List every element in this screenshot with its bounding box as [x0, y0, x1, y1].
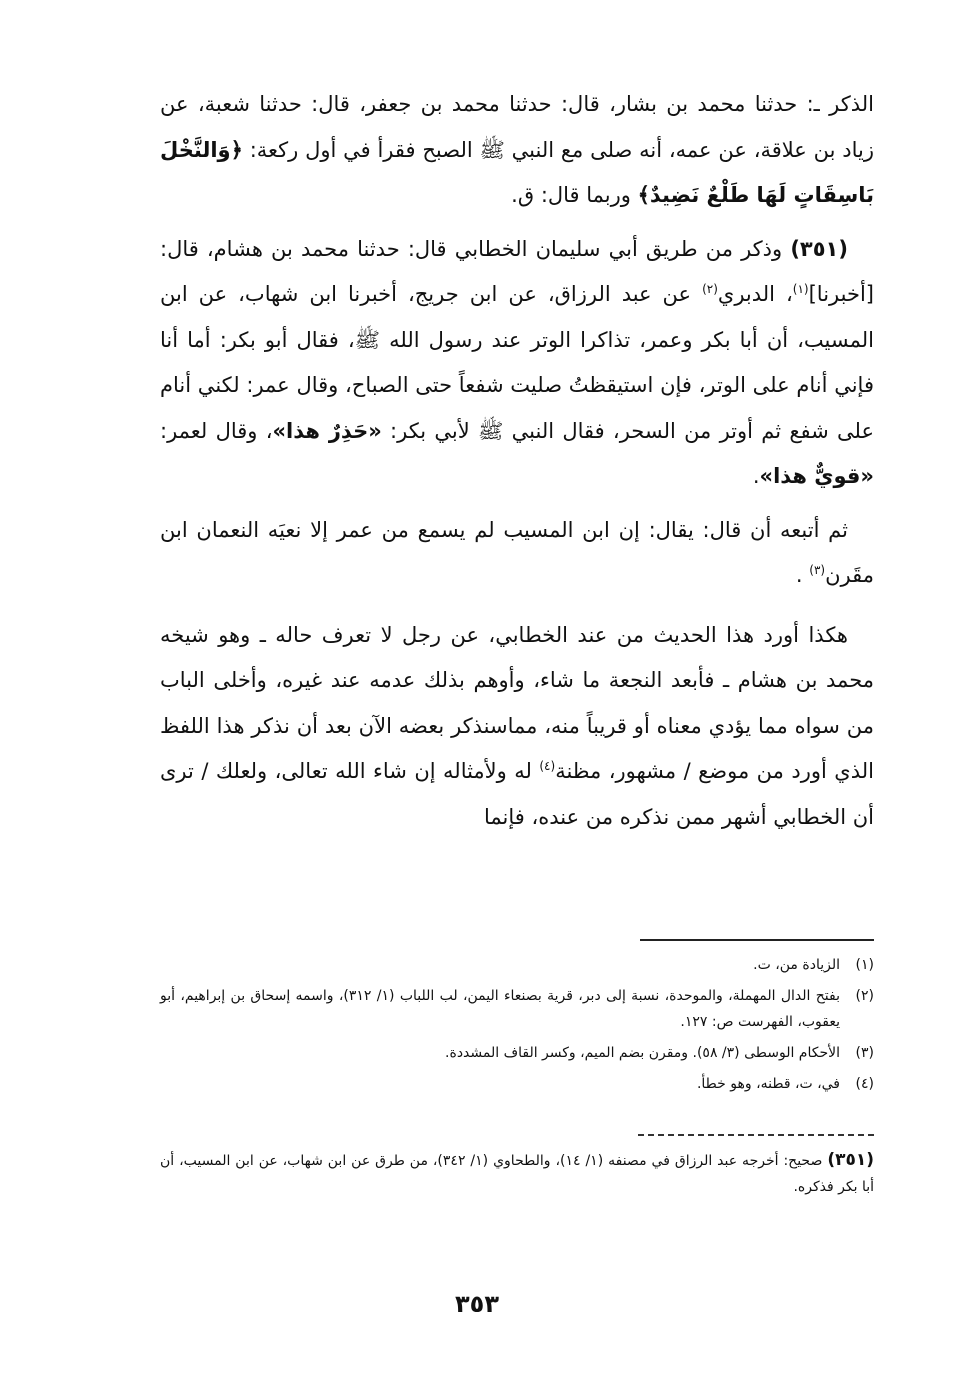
page-number: ٣٥٣ [455, 1290, 499, 1318]
quran-verse: ﴿وَالنَّخْلَ بَاسِقَاتٍ لَهَا طَلْعٌ نَضِيدٌ﴾ [160, 137, 874, 207]
footnote-item [160, 952, 874, 978]
footnote-item [160, 1040, 874, 1066]
hadith-text-c: عن عبد الرزاق، عن ابن جريج، أخبرنا ابن شهاب، عن ابن المسيب، أن أبا بكر وعمر، تذاكرا الوتر عند رسول الله ﷺ، فقال أبو بكر: أما أنا فإني أنام على الوتر، فإن استيقظتُ صليت شفعاً حتى الصباح، وقال عمر: لكني أنام على شفع ثم أوتر من السحر، فقال النبي ﷺ لأبي بكر: [160, 282, 874, 443]
takhrij-divider [638, 1134, 874, 1136]
paragraph-intro [160, 82, 874, 219]
footnote-divider [640, 939, 874, 941]
hadith-text-d: ، وقال لعمر: [160, 418, 273, 443]
hadith-text-a: وذكر من طريق أبي سليمان الخطابي قال: حدثنا محمد بن هشام، قال: [أخبرنا] [160, 236, 874, 306]
paragraph-hadith-351 [160, 227, 874, 500]
footnote-ref-3[interactable]: (٣) [809, 563, 826, 577]
footnote-text: الزيادة من، ت. [753, 957, 840, 973]
takhrij-note [160, 1147, 874, 1200]
intro-text: الذكر ـ: حدثنا محمد بن بشار، قال: حدثنا محمد بن جعفر، قال: حدثنا شعبة، عن زياد بن علاقة، عن عمه، أنه صلى مع النبي ﷺ الصبح فقرأ في أول ركعة: [160, 92, 874, 162]
footnote-text: بفتح الدال المهملة، والموحدة، نسبة إلى دبر، قرية بصنعاء اليمن، لب اللباب (١/ ٣١٢)، واسمه إسحاق بن إبراهيم، أبو يعقوب، الفهرست ص: ١٢٧. [160, 988, 841, 1030]
takhrij-text: صحيح: أخرجه عبد الرزاق في مصنفه (١/ ١٤)، والطحاوي (١/ ٣٤٢)، من طرق عن ابن شهاب، عن ابن المسيب، أن أبا بكر فذكره. [160, 1153, 874, 1195]
footnote-number: (٣) [855, 1045, 874, 1061]
prophet-quote-abu-bakr: «حَذِرٌ هذا» [272, 418, 382, 443]
prophet-quote-umar: «قويٌّ هذا» [759, 464, 874, 488]
footnote-ref-4[interactable]: (٤) [539, 759, 556, 773]
footnote-ref-1[interactable]: (١) [792, 282, 809, 296]
footnote-number: (٤) [855, 1076, 874, 1092]
hadith-text-e: . [752, 464, 760, 488]
footnote-item [160, 983, 874, 1035]
main-text [160, 82, 874, 848]
intro-ending: وربما قال: ق. [511, 183, 631, 207]
footnote-ref-2[interactable]: (٢) [702, 282, 718, 296]
commentary-text-a: هكذا أورد هذا الحديث من عند الخطابي، عن رجل لا تعرف حاله ـ وهو شيخه محمد بن هشام ـ فأبعد النجعة ما شاء، وأوهم بذلك عدمه عند غيره، وأخلى الباب من سواه مما يؤدي معناه أو قريباً منه، مماسنذكر بعضه الآن بعد أن نذكر هذا اللفظ الذي أورد من موضع / مشهور، مظنة [160, 622, 874, 783]
footnote-number: (١) [855, 957, 874, 973]
takhrij-number: (٣٥١) [827, 1150, 875, 1170]
commentary-text: ثم أتبعه أن قال: يقال: إن ابن المسيب لم يسمع من عمر إلا نعيَه النعمان ابن مقَرن [160, 517, 874, 587]
footnotes [160, 952, 874, 1102]
footnote-number: (٢) [855, 988, 874, 1004]
hadith-number: (٣٥١) [790, 236, 848, 261]
hadith-text-b: ، الدبري [717, 282, 793, 306]
footnote-item [160, 1071, 874, 1097]
footnote-text: الأحكام الوسطى (٣/ ٥٨). ومقرن بضم الميم، وكسر القاف المشددة. [445, 1045, 840, 1061]
footnote-text: في، ت، قطنه، وهو خطأ. [696, 1076, 840, 1092]
paragraph-commentary-1 [160, 508, 874, 599]
paragraph-commentary-2 [160, 613, 874, 841]
commentary-text-b: له ولأمثاله إن شاء الله تعالى، ولعلك / ترى أن الخطابي أشهر ممن نذكره من عنده، فإنما [160, 759, 874, 829]
commentary-ending: . [795, 563, 803, 587]
